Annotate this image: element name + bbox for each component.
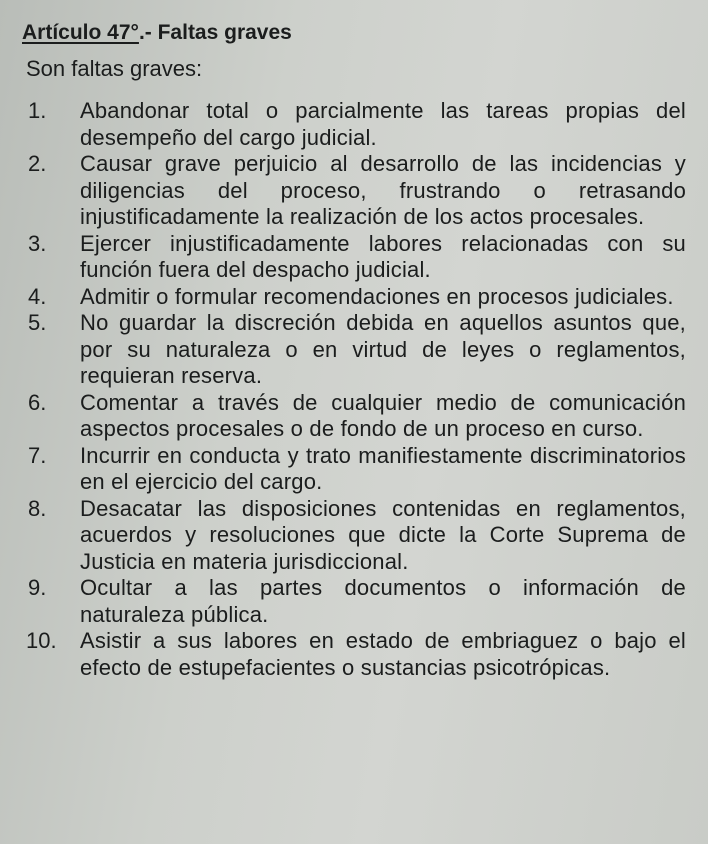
item-number: 7. <box>28 442 47 468</box>
item-text: Incurrir en conducta y trato manifiestamente discriminatorios en el ejercicio del cargo. <box>80 442 686 494</box>
list-item <box>0 151 708 231</box>
item-text: Admitir o formular recomendaciones en procesos judiciales. <box>80 283 674 309</box>
item-text: Causar grave perjuicio al desarrollo de las incidencias y diligencias del proceso, frustrando o retrasando injustificadamente la realización de los actos procesales. <box>80 151 686 229</box>
item-text: No guardar la discreción debida en aquellos asuntos que, por su naturaleza o en virtud de leyes o reglamentos, requieran reserva. <box>80 310 686 388</box>
item-text: Comentar a través de cualquier medio de comunicación aspectos procesales o de fondo de un proceso en curso. <box>80 389 686 441</box>
item-number: 4. <box>28 283 47 309</box>
item-text: Asistir a sus labores en estado de embriaguez o bajo el efecto de estupefacientes o sustancias psicotrópicas. <box>80 628 686 680</box>
list-item <box>0 310 708 390</box>
item-number: 9. <box>28 575 47 600</box>
article-title: .- Faltas graves <box>138 21 292 44</box>
list-item <box>0 231 708 284</box>
item-number: 1. <box>28 98 47 123</box>
item-number: 8. <box>28 495 47 521</box>
faults-list <box>0 98 708 681</box>
item-number: 3. <box>28 230 47 256</box>
item-number: 10. <box>26 628 57 653</box>
list-item <box>0 496 708 576</box>
list-item <box>0 575 708 628</box>
item-number: 2. <box>28 151 47 176</box>
item-number: 5. <box>28 310 47 335</box>
list-item <box>0 443 708 496</box>
list-item <box>0 284 708 311</box>
list-item <box>0 628 708 681</box>
article-number: Artículo 47° <box>22 21 139 44</box>
item-number: 6. <box>28 389 47 415</box>
list-item <box>0 390 708 443</box>
list-item <box>0 98 708 151</box>
item-text: Abandonar total o parcialmente las tareas propias del desempeño del cargo judicial. <box>80 98 686 150</box>
article-heading <box>22 21 292 45</box>
item-text: Ocultar a las partes documentos o información de naturaleza pública. <box>80 575 686 627</box>
item-text: Ejercer injustificadamente labores relacionadas con su función fuera del despacho judicial. <box>80 230 686 282</box>
intro-text: Son faltas graves: <box>26 56 203 81</box>
item-text: Desacatar las disposiciones contenidas en reglamentos, acuerdos y resoluciones que dicte la Corte Suprema de Justicia en materia jurisdiccional. <box>80 495 686 574</box>
